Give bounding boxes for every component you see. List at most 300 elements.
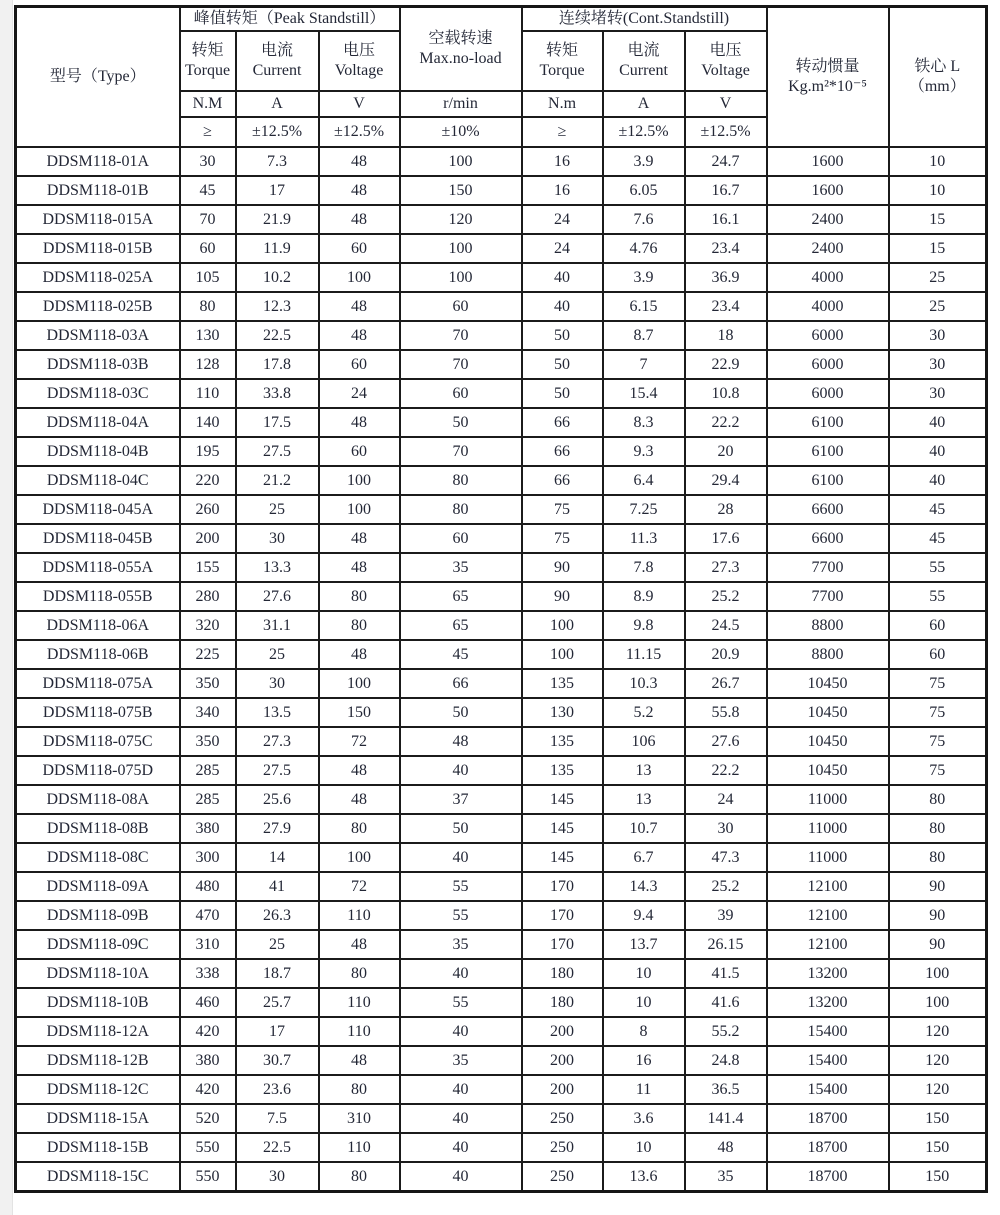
value-cell: 105 <box>180 263 236 292</box>
type-cell: DDSM118-10B <box>16 988 180 1017</box>
value-cell: 310 <box>319 1104 400 1133</box>
value-cell: 27.6 <box>685 727 767 756</box>
header-cont-current: 电流 Current <box>603 31 685 91</box>
value-cell: 41.6 <box>685 988 767 1017</box>
value-cell: 150 <box>319 698 400 727</box>
value-cell: 250 <box>522 1104 603 1133</box>
value-cell: 110 <box>180 379 236 408</box>
value-cell: 48 <box>685 1133 767 1162</box>
table-row <box>16 147 987 176</box>
value-cell: 25.7 <box>236 988 319 1017</box>
type-cell: DDSM118-075B <box>16 698 180 727</box>
header-group-peak: 峰值转矩（Peak Standstill） <box>180 7 400 32</box>
value-cell: 60 <box>889 611 987 640</box>
table-row <box>16 669 987 698</box>
value-cell: 3.9 <box>603 263 685 292</box>
value-cell: 460 <box>180 988 236 1017</box>
value-cell: 40 <box>400 1017 522 1046</box>
type-cell: DDSM118-10A <box>16 959 180 988</box>
header-noload-cn: 空载转速 <box>428 30 493 47</box>
value-cell: 16 <box>603 1046 685 1075</box>
table-row <box>16 263 987 292</box>
value-cell: 120 <box>889 1075 987 1104</box>
value-cell: 6000 <box>767 350 889 379</box>
value-cell: 480 <box>180 872 236 901</box>
type-cell: DDSM118-09B <box>16 901 180 930</box>
value-cell: 250 <box>522 1162 603 1192</box>
value-cell: 10.8 <box>685 379 767 408</box>
table-row <box>16 1162 987 1192</box>
value-cell: 13.6 <box>603 1162 685 1192</box>
value-cell: 48 <box>319 756 400 785</box>
type-cell: DDSM118-09A <box>16 872 180 901</box>
value-cell: 10 <box>603 1133 685 1162</box>
unit-noload: r/min <box>400 91 522 117</box>
value-cell: 26.3 <box>236 901 319 930</box>
value-cell: 22.5 <box>236 1133 319 1162</box>
value-cell: 15400 <box>767 1046 889 1075</box>
value-cell: 50 <box>522 379 603 408</box>
value-cell: 40 <box>889 408 987 437</box>
value-cell: 220 <box>180 466 236 495</box>
value-cell: 23.6 <box>236 1075 319 1104</box>
value-cell: 22.2 <box>685 408 767 437</box>
value-cell: 7.25 <box>603 495 685 524</box>
type-cell: DDSM118-015A <box>16 205 180 234</box>
value-cell: 380 <box>180 814 236 843</box>
value-cell: 45 <box>400 640 522 669</box>
value-cell: 25 <box>889 292 987 321</box>
value-cell: 11.3 <box>603 524 685 553</box>
value-cell: 11000 <box>767 843 889 872</box>
value-cell: 48 <box>319 205 400 234</box>
value-cell: 2400 <box>767 234 889 263</box>
value-cell: 350 <box>180 669 236 698</box>
value-cell: 90 <box>889 901 987 930</box>
type-cell: DDSM118-03B <box>16 350 180 379</box>
value-cell: 24 <box>522 205 603 234</box>
value-cell: 50 <box>400 408 522 437</box>
value-cell: 18 <box>685 321 767 350</box>
value-cell: 30 <box>236 669 319 698</box>
value-cell: 4.76 <box>603 234 685 263</box>
value-cell: 66 <box>522 408 603 437</box>
value-cell: 135 <box>522 727 603 756</box>
value-cell: 30 <box>180 147 236 176</box>
table-row <box>16 379 987 408</box>
value-cell: 50 <box>400 698 522 727</box>
value-cell: 40 <box>400 1104 522 1133</box>
table-row <box>16 988 987 1017</box>
value-cell: 24.8 <box>685 1046 767 1075</box>
value-cell: 195 <box>180 437 236 466</box>
value-cell: 470 <box>180 901 236 930</box>
value-cell: 120 <box>889 1017 987 1046</box>
value-cell: 75 <box>522 495 603 524</box>
table-row <box>16 466 987 495</box>
value-cell: 285 <box>180 785 236 814</box>
value-cell: 27.9 <box>236 814 319 843</box>
value-cell: 75 <box>889 669 987 698</box>
value-cell: 40 <box>889 466 987 495</box>
value-cell: 66 <box>400 669 522 698</box>
value-cell: 155 <box>180 553 236 582</box>
header-cont-voltage: 电压 Voltage <box>685 31 767 91</box>
value-cell: 40 <box>522 263 603 292</box>
table-header <box>16 7 987 148</box>
value-cell: 48 <box>400 727 522 756</box>
value-cell: 60 <box>400 292 522 321</box>
table-row <box>16 1017 987 1046</box>
value-cell: 170 <box>522 930 603 959</box>
value-cell: 72 <box>319 727 400 756</box>
value-cell: 60 <box>319 234 400 263</box>
unit-cont-torque: N.m <box>522 91 603 117</box>
value-cell: 40 <box>400 1075 522 1104</box>
value-cell: 48 <box>319 176 400 205</box>
value-cell: 23.4 <box>685 292 767 321</box>
header-peak-voltage: 电压 Voltage <box>319 31 400 91</box>
value-cell: 70 <box>180 205 236 234</box>
value-cell: 120 <box>400 205 522 234</box>
value-cell: 45 <box>889 524 987 553</box>
value-cell: 27.5 <box>236 437 319 466</box>
table-row <box>16 437 987 466</box>
value-cell: 24 <box>319 379 400 408</box>
value-cell: 350 <box>180 727 236 756</box>
value-cell: 13200 <box>767 959 889 988</box>
value-cell: 55.8 <box>685 698 767 727</box>
value-cell: 10 <box>889 147 987 176</box>
type-cell: DDSM118-04C <box>16 466 180 495</box>
value-cell: 30 <box>685 814 767 843</box>
value-cell: 6.05 <box>603 176 685 205</box>
unit-peak-current: A <box>236 91 319 117</box>
value-cell: 100 <box>400 147 522 176</box>
value-cell: 145 <box>522 785 603 814</box>
type-cell: DDSM118-075A <box>16 669 180 698</box>
value-cell: 80 <box>319 611 400 640</box>
type-cell: DDSM118-075D <box>16 756 180 785</box>
value-cell: 1600 <box>767 176 889 205</box>
value-cell: 50 <box>400 814 522 843</box>
value-cell: 80 <box>319 1162 400 1192</box>
value-cell: 110 <box>319 901 400 930</box>
value-cell: 18700 <box>767 1133 889 1162</box>
value-cell: 22.5 <box>236 321 319 350</box>
value-cell: 145 <box>522 814 603 843</box>
value-cell: 80 <box>180 292 236 321</box>
value-cell: 22.9 <box>685 350 767 379</box>
value-cell: 1600 <box>767 147 889 176</box>
value-cell: 7.5 <box>236 1104 319 1133</box>
value-cell: 25.2 <box>685 872 767 901</box>
table-row <box>16 553 987 582</box>
value-cell: 250 <box>522 1133 603 1162</box>
tol-peak-current: ±12.5% <box>236 117 319 147</box>
value-cell: 40 <box>400 1133 522 1162</box>
value-cell: 75 <box>889 698 987 727</box>
value-cell: 90 <box>522 582 603 611</box>
value-cell: 520 <box>180 1104 236 1133</box>
value-cell: 21.9 <box>236 205 319 234</box>
value-cell: 200 <box>180 524 236 553</box>
value-cell: 2400 <box>767 205 889 234</box>
value-cell: 33.8 <box>236 379 319 408</box>
value-cell: 24.5 <box>685 611 767 640</box>
value-cell: 18700 <box>767 1104 889 1133</box>
value-cell: 50 <box>522 321 603 350</box>
header-inertia-cn: 转动惯量 <box>795 58 860 75</box>
value-cell: 8 <box>603 1017 685 1046</box>
value-cell: 24 <box>685 785 767 814</box>
value-cell: 30 <box>889 350 987 379</box>
table-row <box>16 785 987 814</box>
value-cell: 10 <box>889 176 987 205</box>
tol-peak-voltage: ±12.5% <box>319 117 400 147</box>
value-cell: 25 <box>889 263 987 292</box>
value-cell: 100 <box>400 234 522 263</box>
value-cell: 30 <box>236 1162 319 1192</box>
value-cell: 60 <box>319 437 400 466</box>
value-cell: 17 <box>236 1017 319 1046</box>
value-cell: 100 <box>319 495 400 524</box>
value-cell: 106 <box>603 727 685 756</box>
type-cell: DDSM118-08C <box>16 843 180 872</box>
value-cell: 80 <box>319 959 400 988</box>
unit-peak-torque: N.M <box>180 91 236 117</box>
value-cell: 45 <box>180 176 236 205</box>
value-cell: 15 <box>889 234 987 263</box>
value-cell: 10.7 <box>603 814 685 843</box>
value-cell: 30.7 <box>236 1046 319 1075</box>
type-cell: DDSM118-03C <box>16 379 180 408</box>
header-cont-torque: 转矩 Torque <box>522 31 603 91</box>
value-cell: 15 <box>889 205 987 234</box>
value-cell: 35 <box>400 930 522 959</box>
value-cell: 16 <box>522 147 603 176</box>
value-cell: 13 <box>603 756 685 785</box>
value-cell: 6.7 <box>603 843 685 872</box>
value-cell: 6100 <box>767 466 889 495</box>
header-group-cont: 连续堵转(Cont.Standstill) <box>522 7 767 32</box>
value-cell: 280 <box>180 582 236 611</box>
value-cell: 20.9 <box>685 640 767 669</box>
value-cell: 10 <box>603 959 685 988</box>
type-cell: DDSM118-09C <box>16 930 180 959</box>
value-cell: 66 <box>522 437 603 466</box>
value-cell: 100 <box>522 640 603 669</box>
value-cell: 200 <box>522 1017 603 1046</box>
type-cell: DDSM118-15A <box>16 1104 180 1133</box>
value-cell: 18.7 <box>236 959 319 988</box>
value-cell: 41 <box>236 872 319 901</box>
value-cell: 13.5 <box>236 698 319 727</box>
value-cell: 10450 <box>767 756 889 785</box>
header-inertia-unit: Kg.m²*10⁻⁵ <box>788 78 867 95</box>
value-cell: 25 <box>236 930 319 959</box>
header-peak-current: 电流 Current <box>236 31 319 91</box>
tol-cont-torque: ≥ <box>522 117 603 147</box>
value-cell: 12.3 <box>236 292 319 321</box>
value-cell: 16.7 <box>685 176 767 205</box>
value-cell: 27.6 <box>236 582 319 611</box>
value-cell: 6000 <box>767 379 889 408</box>
value-cell: 14 <box>236 843 319 872</box>
value-cell: 47.3 <box>685 843 767 872</box>
value-cell: 37 <box>400 785 522 814</box>
value-cell: 18700 <box>767 1162 889 1192</box>
value-cell: 15400 <box>767 1075 889 1104</box>
header-inertia <box>767 7 889 148</box>
value-cell: 80 <box>319 582 400 611</box>
value-cell: 14.3 <box>603 872 685 901</box>
table-row <box>16 1133 987 1162</box>
value-cell: 40 <box>400 843 522 872</box>
value-cell: 6600 <box>767 524 889 553</box>
value-cell: 36.5 <box>685 1075 767 1104</box>
value-cell: 310 <box>180 930 236 959</box>
value-cell: 170 <box>522 872 603 901</box>
value-cell: 100 <box>522 611 603 640</box>
value-cell: 110 <box>319 1017 400 1046</box>
value-cell: 30 <box>236 524 319 553</box>
value-cell: 11000 <box>767 814 889 843</box>
table-row <box>16 756 987 785</box>
value-cell: 48 <box>319 1046 400 1075</box>
value-cell: 90 <box>889 930 987 959</box>
value-cell: 60 <box>889 640 987 669</box>
value-cell: 6100 <box>767 437 889 466</box>
header-core-unit: （mm） <box>908 78 966 95</box>
value-cell: 16.1 <box>685 205 767 234</box>
value-cell: 80 <box>319 814 400 843</box>
value-cell: 100 <box>889 988 987 1017</box>
value-cell: 380 <box>180 1046 236 1075</box>
value-cell: 9.8 <box>603 611 685 640</box>
value-cell: 80 <box>400 495 522 524</box>
table-row <box>16 292 987 321</box>
value-cell: 11 <box>603 1075 685 1104</box>
value-cell: 75 <box>522 524 603 553</box>
value-cell: 35 <box>400 553 522 582</box>
value-cell: 70 <box>400 350 522 379</box>
table-row <box>16 814 987 843</box>
table-row <box>16 1046 987 1075</box>
value-cell: 110 <box>319 1133 400 1162</box>
value-cell: 48 <box>319 930 400 959</box>
value-cell: 10.3 <box>603 669 685 698</box>
value-cell: 48 <box>319 553 400 582</box>
value-cell: 17.6 <box>685 524 767 553</box>
table-row <box>16 524 987 553</box>
table-row <box>16 408 987 437</box>
value-cell: 25 <box>236 495 319 524</box>
value-cell: 27.3 <box>236 727 319 756</box>
value-cell: 66 <box>522 466 603 495</box>
value-cell: 550 <box>180 1162 236 1192</box>
type-cell: DDSM118-12B <box>16 1046 180 1075</box>
value-cell: 5.2 <box>603 698 685 727</box>
table-row <box>16 930 987 959</box>
value-cell: 8.3 <box>603 408 685 437</box>
value-cell: 48 <box>319 640 400 669</box>
value-cell: 130 <box>522 698 603 727</box>
table-row <box>16 1104 987 1133</box>
value-cell: 130 <box>180 321 236 350</box>
value-cell: 285 <box>180 756 236 785</box>
value-cell: 80 <box>889 843 987 872</box>
value-cell: 55 <box>400 901 522 930</box>
value-cell: 6.15 <box>603 292 685 321</box>
value-cell: 17.8 <box>236 350 319 379</box>
value-cell: 40 <box>400 1162 522 1192</box>
type-cell: DDSM118-01A <box>16 147 180 176</box>
motor-spec-table <box>14 5 988 1193</box>
value-cell: 35 <box>400 1046 522 1075</box>
value-cell: 180 <box>522 988 603 1017</box>
type-cell: DDSM118-045B <box>16 524 180 553</box>
unit-cont-voltage: V <box>685 91 767 117</box>
value-cell: 300 <box>180 843 236 872</box>
table-row <box>16 698 987 727</box>
type-cell: DDSM118-04A <box>16 408 180 437</box>
table-row <box>16 611 987 640</box>
table-row <box>16 843 987 872</box>
value-cell: 6000 <box>767 321 889 350</box>
value-cell: 135 <box>522 756 603 785</box>
value-cell: 420 <box>180 1075 236 1104</box>
value-cell: 11000 <box>767 785 889 814</box>
value-cell: 8.9 <box>603 582 685 611</box>
value-cell: 31.1 <box>236 611 319 640</box>
value-cell: 28 <box>685 495 767 524</box>
value-cell: 12100 <box>767 872 889 901</box>
value-cell: 16 <box>522 176 603 205</box>
value-cell: 13 <box>603 785 685 814</box>
value-cell: 10450 <box>767 698 889 727</box>
value-cell: 9.3 <box>603 437 685 466</box>
table-row <box>16 234 987 263</box>
value-cell: 26.7 <box>685 669 767 698</box>
value-cell: 200 <box>522 1046 603 1075</box>
value-cell: 40 <box>400 959 522 988</box>
table-row <box>16 176 987 205</box>
value-cell: 48 <box>319 408 400 437</box>
value-cell: 100 <box>319 466 400 495</box>
value-cell: 41.5 <box>685 959 767 988</box>
value-cell: 27.5 <box>236 756 319 785</box>
value-cell: 17 <box>236 176 319 205</box>
type-cell: DDSM118-12A <box>16 1017 180 1046</box>
table-row <box>16 582 987 611</box>
value-cell: 40 <box>889 437 987 466</box>
value-cell: 10450 <box>767 727 889 756</box>
value-cell: 338 <box>180 959 236 988</box>
type-cell: DDSM118-15C <box>16 1162 180 1192</box>
tol-noload: ±10% <box>400 117 522 147</box>
value-cell: 40 <box>522 292 603 321</box>
value-cell: 80 <box>319 1075 400 1104</box>
value-cell: 36.9 <box>685 263 767 292</box>
value-cell: 60 <box>180 234 236 263</box>
value-cell: 150 <box>400 176 522 205</box>
value-cell: 24.7 <box>685 147 767 176</box>
table-row <box>16 1075 987 1104</box>
value-cell: 200 <box>522 1075 603 1104</box>
type-cell: DDSM118-08A <box>16 785 180 814</box>
value-cell: 4000 <box>767 292 889 321</box>
